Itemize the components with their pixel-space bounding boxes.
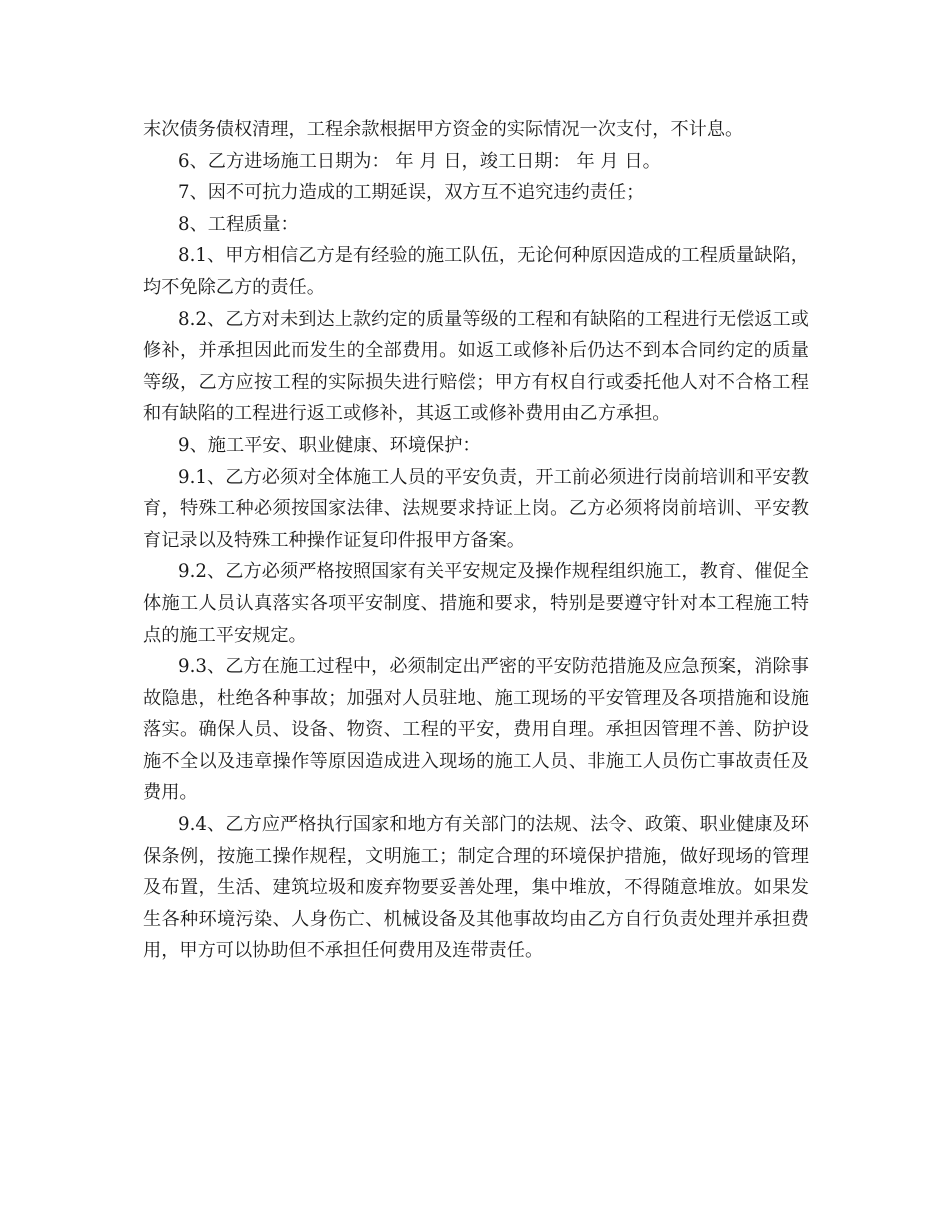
paragraph-clause-9: 9、施工平安、职业健康、环境保护： [178,434,481,456]
paragraph-clause-8-1: 8.1、甲方相信乙方是有经验的施工队伍，无论何种原因造成的工程质量缺陷，均不免除乙方的责任。 [143,245,809,298]
document-body [143,114,809,967]
paragraph-clause-7: 7、因不可抗力造成的工期延误，双方互不追究违约责任； [178,182,645,204]
paragraph-clause-8: 8、工程质量： [178,213,299,235]
paragraph-clause-8-2: 8.2、乙方对未到达上款约定的质量等级的工程和有缺陷的工程进行无偿返工或修补，并承担因此而发生的全部费用。如返工或修补后仍达不到本合同约定的质量等级，乙方应按工程的实际损失进行赔偿；甲方有权自行或委托他人对不合格工程和有缺陷的工程进行返工或修补，其返工或修补费用由乙方承担。 [143,308,809,425]
paragraph-continuation: 末次债务债权清理，工程余款根据甲方资金的实际情况一次支付，不计息。 [143,119,744,140]
paragraph-clause-9-1: 9.1、乙方必须对全体施工人员的平安负责，开工前必须进行岗前培训和平安教育，特殊工种必须按国家法律、法规要求持证上岗。乙方必须将岗前培训、平安教育记录以及特殊工种操作证复印件报甲方备案。 [143,466,809,551]
paragraph-clause-9-4: 9.4、乙方应严格执行国家和地方有关部门的法规、法令、政策、职业健康及环保条例，按施工操作规程，文明施工；制定合理的环境保护措施，做好现场的管理及布置，生活、建筑垃圾和废弃物要妥善处理，集中堆放，不得随意堆放。如果发生各种环境污染、人身伤亡、机械设备及其他事故均由乙方自行负责处理并承担费用，甲方可以协助但不承担任何费用及连带责任。 [143,814,809,962]
paragraph-clause-9-2: 9.2、乙方必须严格按照国家有关平安规定及操作规程组织施工，教育、催促全体施工人员认真落实各项平安制度、措施和要求，特别是要遵守针对本工程施工特点的施工平安规定。 [143,561,809,646]
paragraph-clause-9-3: 9.3、乙方在施工过程中，必须制定出严密的平安防范措施及应急预案，消除事故隐患，杜绝各种事故；加强对人员驻地、施工现场的平安管理及各项措施和设施落实。确保人员、设备、物资、工程的平安，费用自理。承担因管理不善、防护设施不全以及违章操作等原因造成进入现场的施工人员、非施工人员伤亡事故责任及费用。 [143,656,809,804]
paragraph-clause-6: 6、乙方进场施工日期为： 年 月 日，竣工日期： 年 月 日。 [178,150,661,172]
